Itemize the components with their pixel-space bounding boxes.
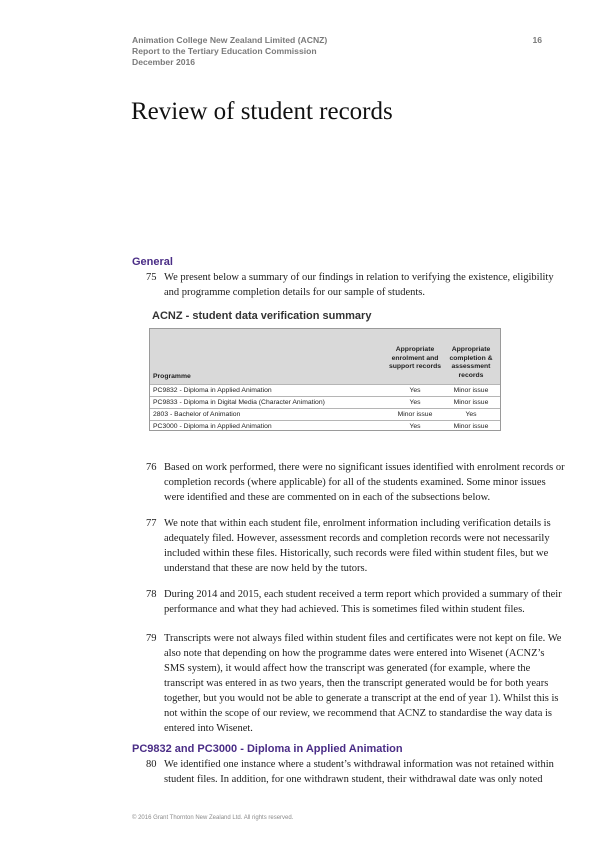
paragraph-80 (146, 757, 566, 787)
paragraph-text: We note that within each student file, enrolment information including verification details is adequately filed. However, assessment records and completion records were not necessarily included within these files. Historically, such records were filed within student files, but we understand that these are now held by the tutors. (164, 518, 551, 574)
copyright-footer: © 2016 Grant Thornton New Zealand Ltd. All rights reserved. (132, 815, 294, 821)
table-row (150, 384, 500, 396)
paragraph-text: We present below a summary of our findings in relation to verifying the existence, eligibility and programme completion details for our sample of students. (164, 272, 554, 298)
paragraph-text: Based on work performed, there were no significant issues identified with enrolment records or completion records (where applicable) for all of the students examined. Some minor issues were identified and these are commented on in each of the subsections below. (164, 462, 565, 503)
paragraph-number: 75 (146, 272, 157, 283)
header-date: December 2016 (132, 57, 196, 67)
paragraph-77 (146, 516, 566, 576)
table-row (150, 396, 500, 408)
column-header-enrolment: Appropriate enrolment and support records (388, 346, 442, 370)
paragraph-number: 77 (146, 518, 157, 529)
enrolment-cell: Yes (409, 423, 421, 430)
completion-cell: Minor issue (453, 423, 489, 430)
header-report-name: Report to the Tertiary Education Commission (132, 46, 317, 56)
paragraph-79 (146, 631, 566, 736)
paragraph-number: 80 (146, 759, 157, 770)
page-title: Review of student records (131, 98, 393, 125)
enrolment-cell: Minor issue (397, 411, 433, 418)
table-row (150, 408, 500, 420)
paragraph-number: 78 (146, 589, 157, 600)
column-header-completion: Appropriate completion & assessment records (449, 346, 493, 379)
table-title: ACNZ - student data verification summary (152, 310, 372, 322)
enrolment-cell: Yes (409, 399, 421, 406)
completion-cell: Yes (465, 411, 477, 418)
section-heading-pc9832: PC9832 and PC3000 - Diploma in Applied Animation (132, 743, 403, 755)
verification-summary-table (149, 328, 501, 431)
paragraph-text: During 2014 and 2015, each student received a term report which provided a summary of their performance and what they had achieved. This is sometimes filed within student files. (164, 589, 562, 615)
completion-cell: Minor issue (453, 387, 489, 394)
paragraph-75 (146, 270, 566, 300)
programme-cell: PC9832 - Diploma in Applied Animation (153, 387, 272, 394)
programme-cell: 2803 - Bachelor of Animation (153, 411, 241, 418)
completion-cell: Minor issue (453, 399, 489, 406)
page-number: 16 (532, 35, 542, 45)
header-organisation: Animation College New Zealand Limited (ACNZ) (132, 35, 328, 45)
paragraph-78 (146, 587, 566, 617)
programme-cell: PC3000 - Diploma in Applied Animation (153, 423, 272, 430)
paragraph-text: Transcripts were not always filed within student files and certificates were not kept on file. We also note that depending on how the programme dates were entered into Wisenet (ACNZ’s SMS system), it would affect how the transcript was generated (for example, where the transcript was entered in as two years, then the transcript generated would be for both years together, but you would not be able to generate a transcript at the end of year 1). Whilst this is not within the scope of our review, we recommend that ACNZ to standardise the way data is entered into Wisenet. (164, 633, 562, 734)
paragraph-number: 79 (146, 633, 157, 644)
paragraph-76 (146, 460, 566, 505)
programme-cell: PC9833 - Diploma in Digital Media (Character Animation) (153, 399, 325, 406)
column-header-programme: Programme (153, 373, 191, 380)
enrolment-cell: Yes (409, 387, 421, 394)
table-header-row (150, 329, 500, 384)
paragraph-number: 76 (146, 462, 157, 473)
section-heading-general: General (132, 256, 173, 268)
page-header (132, 35, 542, 68)
paragraph-text: We identified one instance where a student’s withdrawal information was not retained within student files. In addition, for one withdrawn student, their withdrawal date was only noted (164, 759, 554, 785)
table-row (150, 420, 500, 431)
